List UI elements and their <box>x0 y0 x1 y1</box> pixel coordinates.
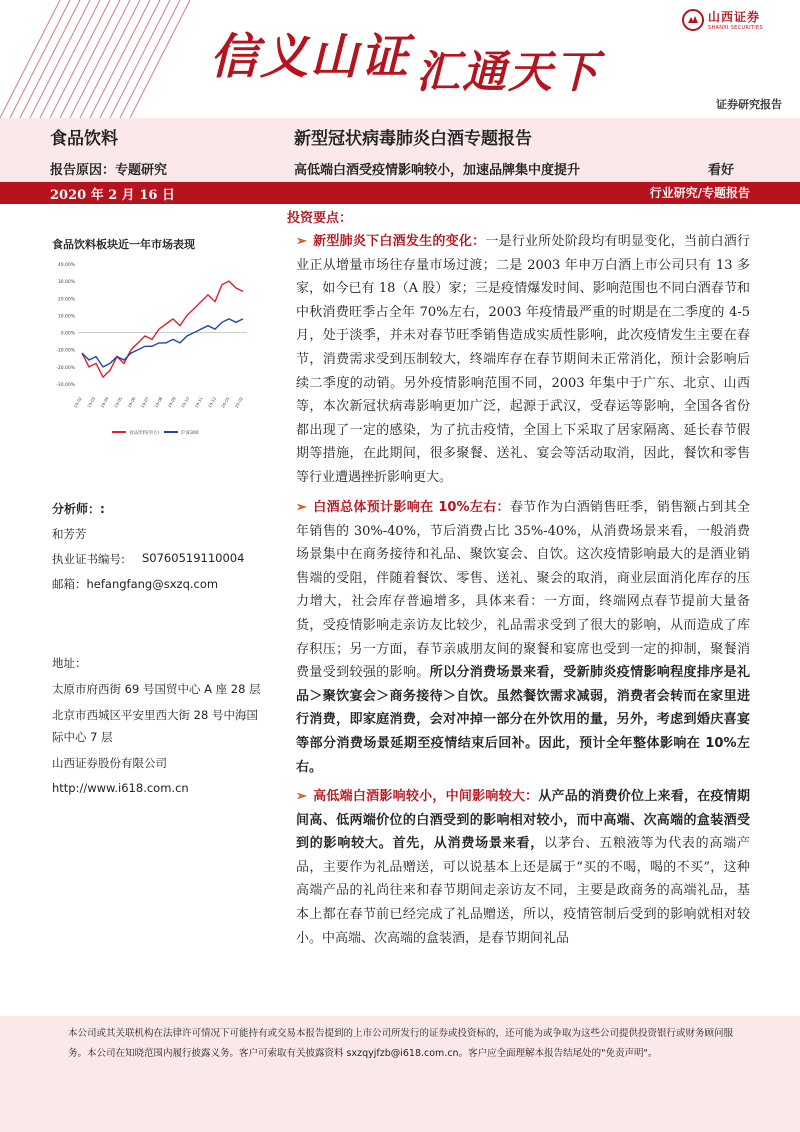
report-subtitle: 高低端白酒受疫情影响较小，加速品牌集中度提升 <box>294 163 581 178</box>
paragraph-2 <box>296 496 750 779</box>
x-tick-label: 19-03 <box>86 396 97 409</box>
report-category: 行业研究/专题报告 <box>649 186 750 200</box>
x-tick-label: 20-02 <box>233 396 244 409</box>
y-tick-label: 30.00% <box>57 280 75 286</box>
report-date: 2020 年 2 月 16 日 <box>50 188 175 203</box>
analyst-label: 分析师：: <box>52 502 105 516</box>
decorative-stripes <box>0 0 190 118</box>
slogan-part-1: 信义山证 <box>210 29 411 85</box>
x-tick-label: 19-06 <box>126 396 137 409</box>
cert-number: S0760519110004 <box>142 551 245 565</box>
series-line <box>82 281 243 377</box>
paragraph-3-lead: 高低端白酒影响较小，中间影响较大： <box>312 789 539 804</box>
chart-legend <box>112 429 199 436</box>
x-tick-label: 19-07 <box>139 396 150 409</box>
cert-label: 执业证书编号: <box>52 552 125 566</box>
legend-label: 食品饮料(申万) <box>129 431 160 436</box>
x-tick-label: 19-11 <box>193 396 204 409</box>
slogan <box>210 18 601 98</box>
report-type: 证券研究报告 <box>716 98 782 111</box>
arrow-bullet-icon: ➢ <box>296 500 307 515</box>
x-tick-label: 19-12 <box>206 396 218 409</box>
address-taiyuan: 太原市府西街 69 号国贸中心 A 座 28 层 <box>52 682 261 696</box>
x-tick-label: 19-04 <box>99 396 110 409</box>
x-tick-label: 20-01 <box>220 396 231 409</box>
address-beijing: 北京市西城区平安里西大街 28 号中海国 <box>52 708 258 722</box>
y-tick-label: 10.00% <box>57 314 75 320</box>
chart-series-lines <box>82 281 243 377</box>
paragraph-1 <box>296 230 750 490</box>
x-tick-label: 19-08 <box>153 396 164 409</box>
company-website[interactable]: http://www.i618.com.cn <box>52 781 189 795</box>
slogan-part-2: 汇通天下 <box>416 47 601 98</box>
paragraph-2-lead: 白酒总体预计影响在 10%左右： <box>312 500 510 515</box>
logo-text-cn: 山西证券 <box>708 10 761 24</box>
chart-title: 食品饮料板块近一年市场表现 <box>52 238 195 251</box>
paragraph-2-bold: 所以分消费场景来看，受新肺炎疫情影响程度排序是礼品＞聚饮宴会＞商务接待＞自饮。虽然餐饮需求减弱，消费者会转而在家里进行消费，即家庭消费，会对冲掉一部分在外饮用的量，另外，考虑到婚庆喜宴等部分消费场景延期至疫情结束后回补。因此，预计全年整体影响在 10%左右。 <box>296 665 750 775</box>
x-axis-ticks <box>73 396 244 409</box>
paragraph-1-text: 一是行业所处阶段均有明显变化，当前白酒行业正从增量市场往存量市场过渡；二是 2003 年申万白酒上市公司只有 13 多家，如今已有 18（A 股）家；三是疫情爆发时间、影响范围也不同白酒春节和中秋消费旺季占全年 70%左右，2003 年疫情最严重的时期是在二季度的 4-5 月，处于淡季，并未对春节旺季销售造成实质性影响，此次疫情发生主要在春节，消费需求受到压制较大，终端库存在春节期间未正常消化，预计会影响后续二季度的动销。另外疫情影响范围不同，2003 年集中于广东、北京、山西等，本次新冠状病毒影响更加广泛，起源于武汉，受春运等影响，全国各省份都出现了一定的感染，为了抗击疫情，全国上下采取了居家隔离、延长春节假期等措施，在此期间，很多聚餐、送礼、宴会等活动取消，因此，餐饮和零售等行业遭遇挫折影响更大。 <box>296 234 750 485</box>
market-performance-chart <box>42 256 254 452</box>
paragraph-3-text: 以茅台、五粮液等为代表的高端产品，主要作为礼品赠送，可以说基本上还是属于“买的不喝，喝的不买”，这种高端产品的礼尚往来和春节期间走亲访友不同，主要是政商务的高端礼品，基本上都在春节前已经完成了礼品赠送，所以，疫情管制后受到的影响就相对较小。中高端、次高端的盒装酒，是春节期间礼品 <box>296 836 750 946</box>
disclaimer: 本公司或其关联机构在法律许可情况下可能持有或交易本报告提到的上市公司所发行的证券或投资标的，还可能为或争取为这些公司提供投资银行或财务顾问服务。本公司在知晓范围内履行披露义务。客户可索取有关披露资料 sxzqyjfzb@i618.com.cn。客户应全面理解本报告结尾处的"免责声明"。 <box>68 1028 734 1059</box>
sector-name: 食品饮料 <box>50 129 118 149</box>
logo-mark-icon <box>682 9 704 31</box>
y-tick-label: -10.00% <box>56 348 75 354</box>
report-title: 新型冠状病毒肺炎白酒专题报告 <box>294 129 532 149</box>
y-tick-label: -20.00% <box>56 365 75 371</box>
y-tick-label: -30.00% <box>56 383 75 388</box>
section-title: 投资要点： <box>287 211 353 226</box>
legend-label: 沪深300 <box>181 431 199 436</box>
analyst-email[interactable]: 邮箱：hefangfang@sxzq.com <box>52 577 219 591</box>
paragraph-1-lead: 新型肺炎下白酒发生的变化： <box>312 234 486 249</box>
y-tick-label: 40.00% <box>57 263 75 268</box>
paragraph-3 <box>296 785 750 950</box>
x-tick-label: 19-10 <box>180 396 191 409</box>
y-tick-label: 20.00% <box>57 297 75 303</box>
paragraph-2-text: 春节作为白酒销售旺季，销售额占到其全年销售的 30%-40%，节后消费占比 35%-40%，从消费场景来看，一般消费场景集中在商务接待和礼品、聚饮宴会、自饮。这次疫情影响最大的是酒业销售端的受阻，伴随着餐饮、零售、送礼、聚会的取消，商业层面消化库存的压力增大，社会库存普遍增多，具体来看：一方面，终端网点春节提前大量备货，受疫情影响走亲访友比较少，礼品需求受到了很大的影响，从而造成了库存积压；另一方面，春节亲戚朋友间的聚餐和宴席也受到一定的抑制，聚餐消费量受到较强的影响。 <box>296 500 750 681</box>
report-reason: 报告原因：专题研究 <box>50 163 168 178</box>
company-logo <box>682 8 763 31</box>
y-axis-ticks <box>56 262 76 388</box>
address-label: 地址： <box>52 656 87 670</box>
arrow-bullet-icon: ➢ <box>296 234 307 249</box>
logo-text-en: SHANXI SECURITIES <box>708 25 763 31</box>
paragraph-3-bold: 从产品的消费价位上来看，在疫情期间高、低两端价位的白酒受到的影响相对较小，而中高端、次高端的盒装酒受到的影响较大。首先，从消费场景来看， <box>296 789 750 852</box>
address-beijing-cont: 际中心 7 层 <box>52 730 113 744</box>
arrow-bullet-icon: ➢ <box>296 789 307 804</box>
x-tick-label: 19-09 <box>166 396 177 409</box>
header-banner <box>0 0 800 118</box>
analyst-name: 和芳芳 <box>52 527 87 541</box>
company-name: 山西证券股份有限公司 <box>52 756 167 770</box>
x-tick-label: 19-02 <box>72 396 83 409</box>
y-tick-label: 0.00% <box>60 331 75 337</box>
x-tick-label: 19-05 <box>112 396 124 409</box>
rating: 看好 <box>708 163 735 178</box>
